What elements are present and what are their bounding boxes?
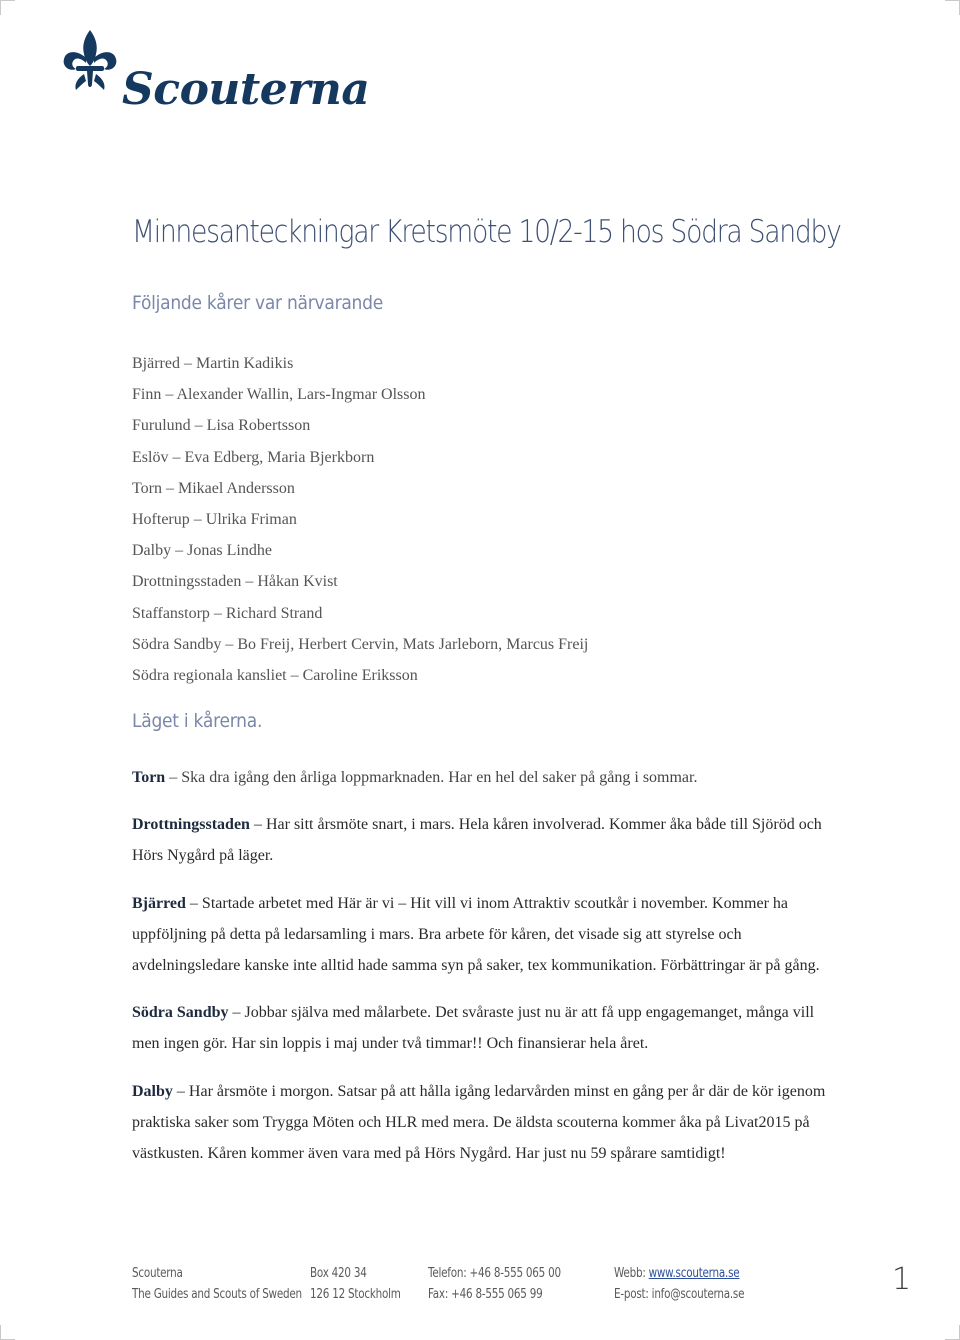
footer-email: E-post: info@scouterna.se [614,1287,745,1302]
attendee-item: Finn – Alexander Wallin, Lars-Ingmar Olsson [132,386,426,404]
report-kar: Södra Sandby [132,1004,229,1022]
crop-mark-top-right [945,0,960,15]
page-number: 1 [892,1262,912,1297]
crop-mark-bottom-right [945,1325,960,1340]
report-text: – Ska dra igång den årliga loppmarknaden. Har en hel del saker på gång i sommar. [165,769,698,786]
report-text: – Jobbar själva med målarbete. Det svåraste just nu är att få upp engagemanget, många vill men ingen gör. Har sin loppis i maj under två timmar!! Och finansierar hela året. [132,1004,815,1053]
logo-wordmark: Scouterna [122,64,370,115]
report-item [132,997,832,1059]
report-list [132,762,832,1185]
fleur-de-lis-icon [60,28,120,94]
footer-org-name: Scouterna [132,1266,183,1281]
crop-mark-top-left [0,0,15,15]
report-text: – Har årsmöte i morgon. Satsar på att hålla igång ledarvården minst en gång per år där de kör igenom praktiska saker som Trygga Möten och HLR med mera. De äldsta scouterna kommer åka på Livat2015 på västkusten. Kåren kommer även vara med på Hörs Nygård. Har just nu 59 spårare samtidigt! [132,1082,826,1163]
attendee-item: Södra Sandby – Bo Freij, Herbert Cervin, Mats Jarleborn, Marcus Freij [132,635,589,653]
attendee-item: Eslöv – Eva Edberg, Maria Bjerkborn [132,448,375,466]
report-text: – Har sitt årsmöte snart, i mars. Hela kåren involverad. Kommer åka både till Sjöröd och Hörs Nygård på läger. [132,816,822,865]
attendee-item: Södra regionala kansliet – Caroline Eriksson [132,666,418,684]
attendee-item: Bjärred – Martin Kadikis [132,355,294,372]
footer-box: Box 420 34 [310,1266,367,1281]
attendees-heading: Följande kårer var närvarande [132,292,383,314]
footer-org [132,1263,302,1305]
attendee-list [132,348,892,691]
footer-fax-number: Fax: +46 8-555 065 99 [428,1287,543,1302]
report-kar: Torn [132,769,166,786]
scouterna-logo [60,28,370,118]
attendee-item: Furulund – Lisa Robertsson [132,417,311,435]
status-heading: Läget i kårerna. [132,710,263,732]
report-item [132,1076,832,1170]
report-kar: Drottningsstaden [132,816,250,834]
footer-org-sub: The Guides and Scouts of Sweden [132,1287,302,1302]
attendee-item: Staffanstorp – Richard Strand [132,604,323,622]
attendee-item: Hofterup – Ulrika Friman [132,510,297,528]
report-kar: Dalby [132,1082,173,1100]
crop-mark-bottom-left [0,1325,15,1340]
document-title: Minnesanteckningar Kretsmöte 10/2-15 hos Södra Sandby [132,214,841,250]
footer-web-label: Webb: [614,1266,649,1281]
report-item [132,762,832,793]
footer-city: 126 12 Stockholm [310,1287,401,1302]
attendee-item: Dalby – Jonas Lindhe [132,542,272,560]
footer-web [614,1263,744,1305]
footer-phone [428,1263,561,1305]
footer-address [310,1263,401,1305]
report-item [132,809,832,871]
footer-web-line [614,1263,744,1284]
page-footer [132,1263,912,1313]
website-link[interactable]: www.scouterna.se [648,1266,740,1281]
report-text: – Startade arbetet med Här är vi – Hit vill vi inom Attraktiv scoutkår i november. Kommer ha uppföljning på detta på ledarsamling i mars. Bra arbete för kåren, det visade sig att styrelse och avdelningsledare kanske inte alltid hade samma syn på saker, tex kommunikation. Förbättringar är på gång. [132,894,820,975]
attendee-item: Drottningsstaden – Håkan Kvist [132,573,338,591]
report-item [132,888,832,982]
attendee-item: Torn – Mikael Andersson [132,479,295,497]
footer-phone-number: Telefon: +46 8-555 065 00 [428,1266,561,1281]
report-kar: Bjärred [132,894,186,912]
